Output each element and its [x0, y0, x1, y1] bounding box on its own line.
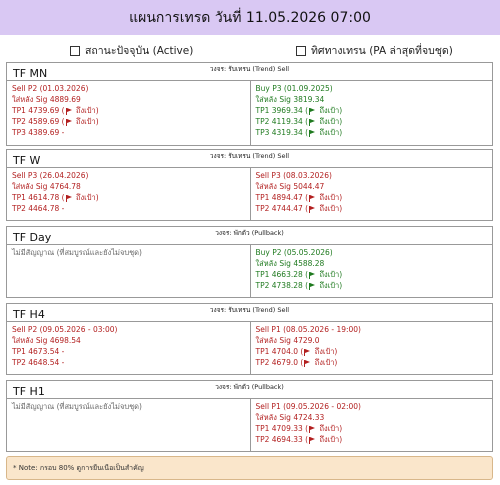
left-signal-line — [12, 324, 245, 335]
header-bar — [0, 0, 500, 35]
right-signal-line — [256, 203, 488, 214]
target-reached-text: ถึงเป้า) — [312, 358, 338, 367]
signal-text: TP3 4389.69 - — [12, 128, 65, 137]
panel-header — [7, 150, 492, 167]
cycle-label: วงจร: รับเทรน (Trend) Sell — [209, 65, 290, 73]
active-signal-column — [7, 322, 250, 374]
trend-signal-column — [250, 322, 493, 374]
note-box — [6, 456, 493, 480]
trend-signal-column — [250, 245, 493, 297]
target-reached-text: ถึงเป้า) — [317, 193, 343, 202]
note-text: * Note: กรอบ 80% ดูการยืนเนือเป็นสำคัญ — [13, 464, 144, 472]
flag-icon — [309, 130, 316, 136]
active-signal-column — [7, 399, 250, 451]
timeframe-panel — [6, 226, 493, 298]
left-signal-line — [12, 357, 245, 368]
signal-text: TP1 4894.47 ( — [255, 193, 309, 202]
signal-text: Sell P3 (08.03.2026) — [255, 171, 332, 180]
right-signal-line — [256, 83, 488, 94]
right-signal-line — [256, 423, 488, 434]
timeframe-title: TF MN — [13, 67, 48, 80]
right-signal-line — [256, 401, 488, 412]
active-signal-column — [7, 245, 250, 297]
signal-text: ไม่มีสัญญาณ (ที่สมบูรณ์และยังไม่จบชุด) — [12, 402, 142, 411]
signal-columns — [7, 321, 492, 374]
signal-text: TP1 4704.0 ( — [255, 347, 304, 356]
timeframe-title: TF Day — [13, 231, 52, 244]
signal-text: TP1 4614.78 ( — [12, 193, 65, 202]
active-status-label: สถานะปัจจุบัน (Active) — [85, 45, 194, 57]
left-signal-line — [12, 401, 245, 412]
signal-text: TP1 4709.33 ( — [255, 424, 309, 433]
target-reached-text: ถึงเป้า) — [317, 106, 343, 115]
signal-text: TP2 4679.0 ( — [255, 358, 304, 367]
target-reached-text: ถึงเป้า) — [73, 117, 99, 126]
active-signal-column — [7, 81, 250, 145]
right-signal-line — [256, 94, 488, 105]
signal-columns — [7, 167, 492, 220]
signal-text: Sell P1 (08.05.2026 - 19:00) — [255, 325, 361, 334]
cycle-label: วงจร: รับเทรน (Trend) Sell — [209, 306, 290, 314]
left-signal-line — [12, 83, 245, 94]
target-reached-text: ถึงเป้า) — [317, 270, 343, 279]
panel-header — [7, 227, 492, 244]
trend-direction-checkbox[interactable] — [296, 46, 306, 56]
trend-signal-column — [250, 168, 493, 220]
timeframe-title: TF H4 — [13, 308, 45, 321]
active-status-option[interactable] — [70, 42, 193, 59]
signal-columns — [7, 244, 492, 297]
right-signal-line — [256, 127, 488, 138]
flag-icon — [309, 426, 316, 432]
signal-text: ใส่หลัง Sig 3819.34 — [255, 95, 325, 104]
signal-text: Buy P2 (05.05.2026) — [255, 248, 333, 257]
left-signal-line — [12, 192, 245, 203]
right-signal-line — [256, 335, 488, 346]
signal-text: TP1 4663.28 ( — [255, 270, 309, 279]
right-signal-line — [256, 192, 488, 203]
right-signal-line — [256, 258, 488, 269]
status-row — [0, 42, 500, 58]
left-signal-line — [12, 105, 245, 116]
target-reached-text: ถึงเป้า) — [317, 128, 343, 137]
panel-header — [7, 63, 492, 80]
right-signal-line — [256, 116, 488, 127]
left-signal-line — [12, 181, 245, 192]
trend-direction-option[interactable] — [296, 42, 453, 59]
timeframe-panel — [6, 380, 493, 452]
panel-header — [7, 381, 492, 398]
right-signal-line — [256, 346, 488, 357]
cycle-label: วงจร: พักตัว (Pullback) — [215, 383, 284, 391]
left-signal-line — [12, 203, 245, 214]
signal-text: ไม่มีสัญญาณ (ที่สมบูรณ์และยังไม่จบชุด) — [12, 248, 142, 257]
left-signal-line — [12, 127, 245, 138]
timeframe-panel — [6, 149, 493, 221]
signal-text: ใส่หลัง Sig 4588.28 — [255, 259, 325, 268]
trend-signal-column — [250, 81, 493, 145]
target-reached-text: ถึงเป้า) — [317, 435, 343, 444]
signal-text: TP1 4739.69 ( — [12, 106, 65, 115]
active-signal-column — [7, 168, 250, 220]
right-signal-line — [256, 269, 488, 280]
target-reached-text: ถึงเป้า) — [73, 106, 99, 115]
signal-text: ใส่หลัง Sig 4889.69 — [12, 95, 81, 104]
active-status-checkbox[interactable] — [70, 46, 80, 56]
right-signal-line — [256, 324, 488, 335]
left-signal-line — [12, 247, 245, 258]
right-signal-line — [256, 105, 488, 116]
flag-icon — [309, 283, 316, 289]
flag-icon — [309, 119, 316, 125]
signal-text: TP2 4119.34 ( — [255, 117, 309, 126]
signal-text: TP2 4648.54 - — [12, 358, 65, 367]
target-reached-text: ถึงเป้า) — [317, 117, 343, 126]
signal-columns — [7, 398, 492, 451]
signal-text: ใส่หลัง Sig 4724.33 — [255, 413, 325, 422]
timeframe-title: TF W — [13, 154, 41, 167]
flag-icon — [309, 206, 316, 212]
signal-text: ใส่หลัง Sig 4698.54 — [12, 336, 81, 345]
flag-icon — [304, 349, 311, 355]
target-reached-text: ถึงเป้า) — [73, 193, 99, 202]
panel-header — [7, 304, 492, 321]
trend-direction-label: ทิศทางเทรน (PA ล่าสุดที่จบชุด) — [311, 45, 453, 57]
flag-icon — [309, 108, 316, 114]
timeframe-panel — [6, 62, 493, 146]
page-title: แผนการเทรด วันที่ 11.05.2026 07:00 — [129, 9, 371, 26]
flag-icon — [66, 195, 73, 201]
trend-signal-column — [250, 399, 493, 451]
flag-icon — [66, 108, 73, 114]
left-signal-line — [12, 170, 245, 181]
timeframe-title: TF H1 — [13, 385, 45, 398]
signal-text: Sell P3 (26.04.2026) — [12, 171, 89, 180]
flag-icon — [66, 119, 73, 125]
right-signal-line — [256, 357, 488, 368]
signal-text: ใส่หลัง Sig 4729.0 — [255, 336, 320, 345]
left-signal-line — [12, 94, 245, 105]
signal-text: ใส่หลัง Sig 5044.47 — [255, 182, 325, 191]
signal-text: TP2 4464.78 - — [12, 204, 65, 213]
flag-icon — [304, 360, 311, 366]
flag-icon — [309, 437, 316, 443]
left-signal-line — [12, 346, 245, 357]
target-reached-text: ถึงเป้า) — [317, 424, 343, 433]
left-signal-line — [12, 335, 245, 346]
signal-text: Sell P2 (01.03.2026) — [12, 84, 89, 93]
cycle-label: วงจร: รับเทรน (Trend) Sell — [209, 152, 290, 160]
target-reached-text: ถึงเป้า) — [317, 281, 343, 290]
signal-text: TP2 4738.28 ( — [255, 281, 309, 290]
signal-text: Sell P2 (09.05.2026 - 03:00) — [12, 325, 118, 334]
signal-text: TP1 4673.54 - — [12, 347, 65, 356]
signal-columns — [7, 80, 492, 145]
signal-text: ใส่หลัง Sig 4764.78 — [12, 182, 81, 191]
signal-text: TP2 4589.69 ( — [12, 117, 65, 126]
signal-text: TP2 4694.33 ( — [255, 435, 309, 444]
right-signal-line — [256, 181, 488, 192]
left-signal-line — [12, 116, 245, 127]
right-signal-line — [256, 170, 488, 181]
target-reached-text: ถึงเป้า) — [312, 347, 338, 356]
right-signal-line — [256, 434, 488, 445]
cycle-label: วงจร: พักตัว (Pullback) — [215, 229, 284, 237]
flag-icon — [309, 195, 316, 201]
flag-icon — [309, 272, 316, 278]
signal-text: Buy P3 (01.09.2025) — [255, 84, 333, 93]
right-signal-line — [256, 280, 488, 291]
right-signal-line — [256, 412, 488, 423]
signal-text: TP3 4319.34 ( — [255, 128, 309, 137]
target-reached-text: ถึงเป้า) — [317, 204, 343, 213]
right-signal-line — [256, 247, 488, 258]
signal-text: Sell P1 (09.05.2026 - 02:00) — [255, 402, 361, 411]
signal-text: TP2 4744.47 ( — [255, 204, 309, 213]
timeframe-panel — [6, 303, 493, 375]
signal-text: TP1 3969.34 ( — [255, 106, 309, 115]
